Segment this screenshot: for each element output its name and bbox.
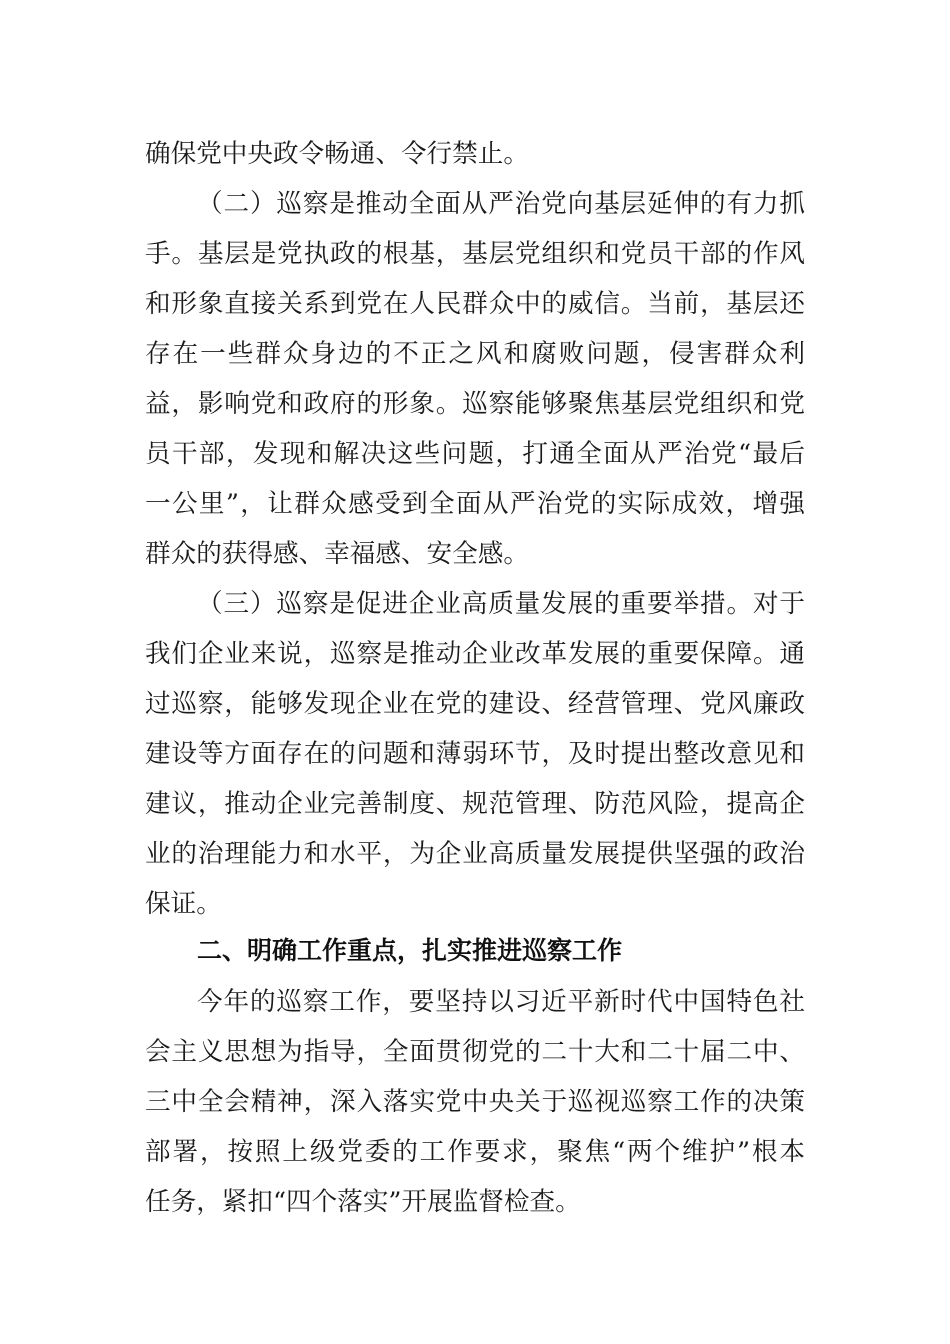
paragraph-line: （二）巡察是推动全面从严治党向基层延伸的有力抓 <box>197 189 805 219</box>
paragraph-line: 我们企业来说，巡察是推动企业改革发展的重要保障。通 <box>145 639 805 669</box>
paragraph-line: 和形象直接关系到党在人民群众中的威信。当前，基层还 <box>145 289 805 319</box>
paragraph-line: 存在一些群众身边的不正之风和腐败问题，侵害群众利 <box>145 339 805 369</box>
paragraph-line: 业的治理能力和水平，为企业高质量发展提供坚强的政治 <box>145 839 805 869</box>
paragraph-line: 过巡察，能够发现企业在党的建设、经营管理、党风廉政 <box>145 689 805 719</box>
paragraph-line: 部署，按照上级党委的工作要求，聚焦“两个维护”根本 <box>145 1137 805 1167</box>
paragraph-line: 会主义思想为指导，全面贯彻党的二十大和二十届二中、 <box>145 1037 805 1067</box>
paragraph-line: 任务，紧扣“四个落实”开展监督检查。 <box>145 1187 581 1217</box>
paragraph-line: 确保党中央政令畅通、令行禁止。 <box>145 139 529 169</box>
section-heading: 二、明确工作重点，扎实推进巡察工作 <box>197 936 623 965</box>
paragraph-line: 保证。 <box>145 889 222 919</box>
paragraph-line: 今年的巡察工作，要坚持以习近平新时代中国特色社 <box>197 987 805 1017</box>
paragraph-line: 建议，推动企业完善制度、规范管理、防范风险，提高企 <box>145 789 805 819</box>
paragraph-line: 三中全会精神，深入落实党中央关于巡视巡察工作的决策 <box>145 1087 805 1117</box>
paragraph-line: 群众的获得感、幸福感、安全感。 <box>145 539 529 569</box>
paragraph-line: （三）巡察是促进企业高质量发展的重要举措。对于 <box>197 589 805 619</box>
paragraph-line: 益，影响党和政府的形象。巡察能够聚焦基层党组织和党 <box>145 389 805 419</box>
paragraph-line: 建设等方面存在的问题和薄弱环节，及时提出整改意见和 <box>145 739 805 769</box>
paragraph-line: 手。基层是党执政的根基，基层党组织和党员干部的作风 <box>145 239 805 269</box>
paragraph-line: 员干部，发现和解决这些问题，打通全面从严治党“最后 <box>145 439 805 469</box>
paragraph-line: 一公里”，让群众感受到全面从严治党的实际成效，增强 <box>145 489 805 519</box>
